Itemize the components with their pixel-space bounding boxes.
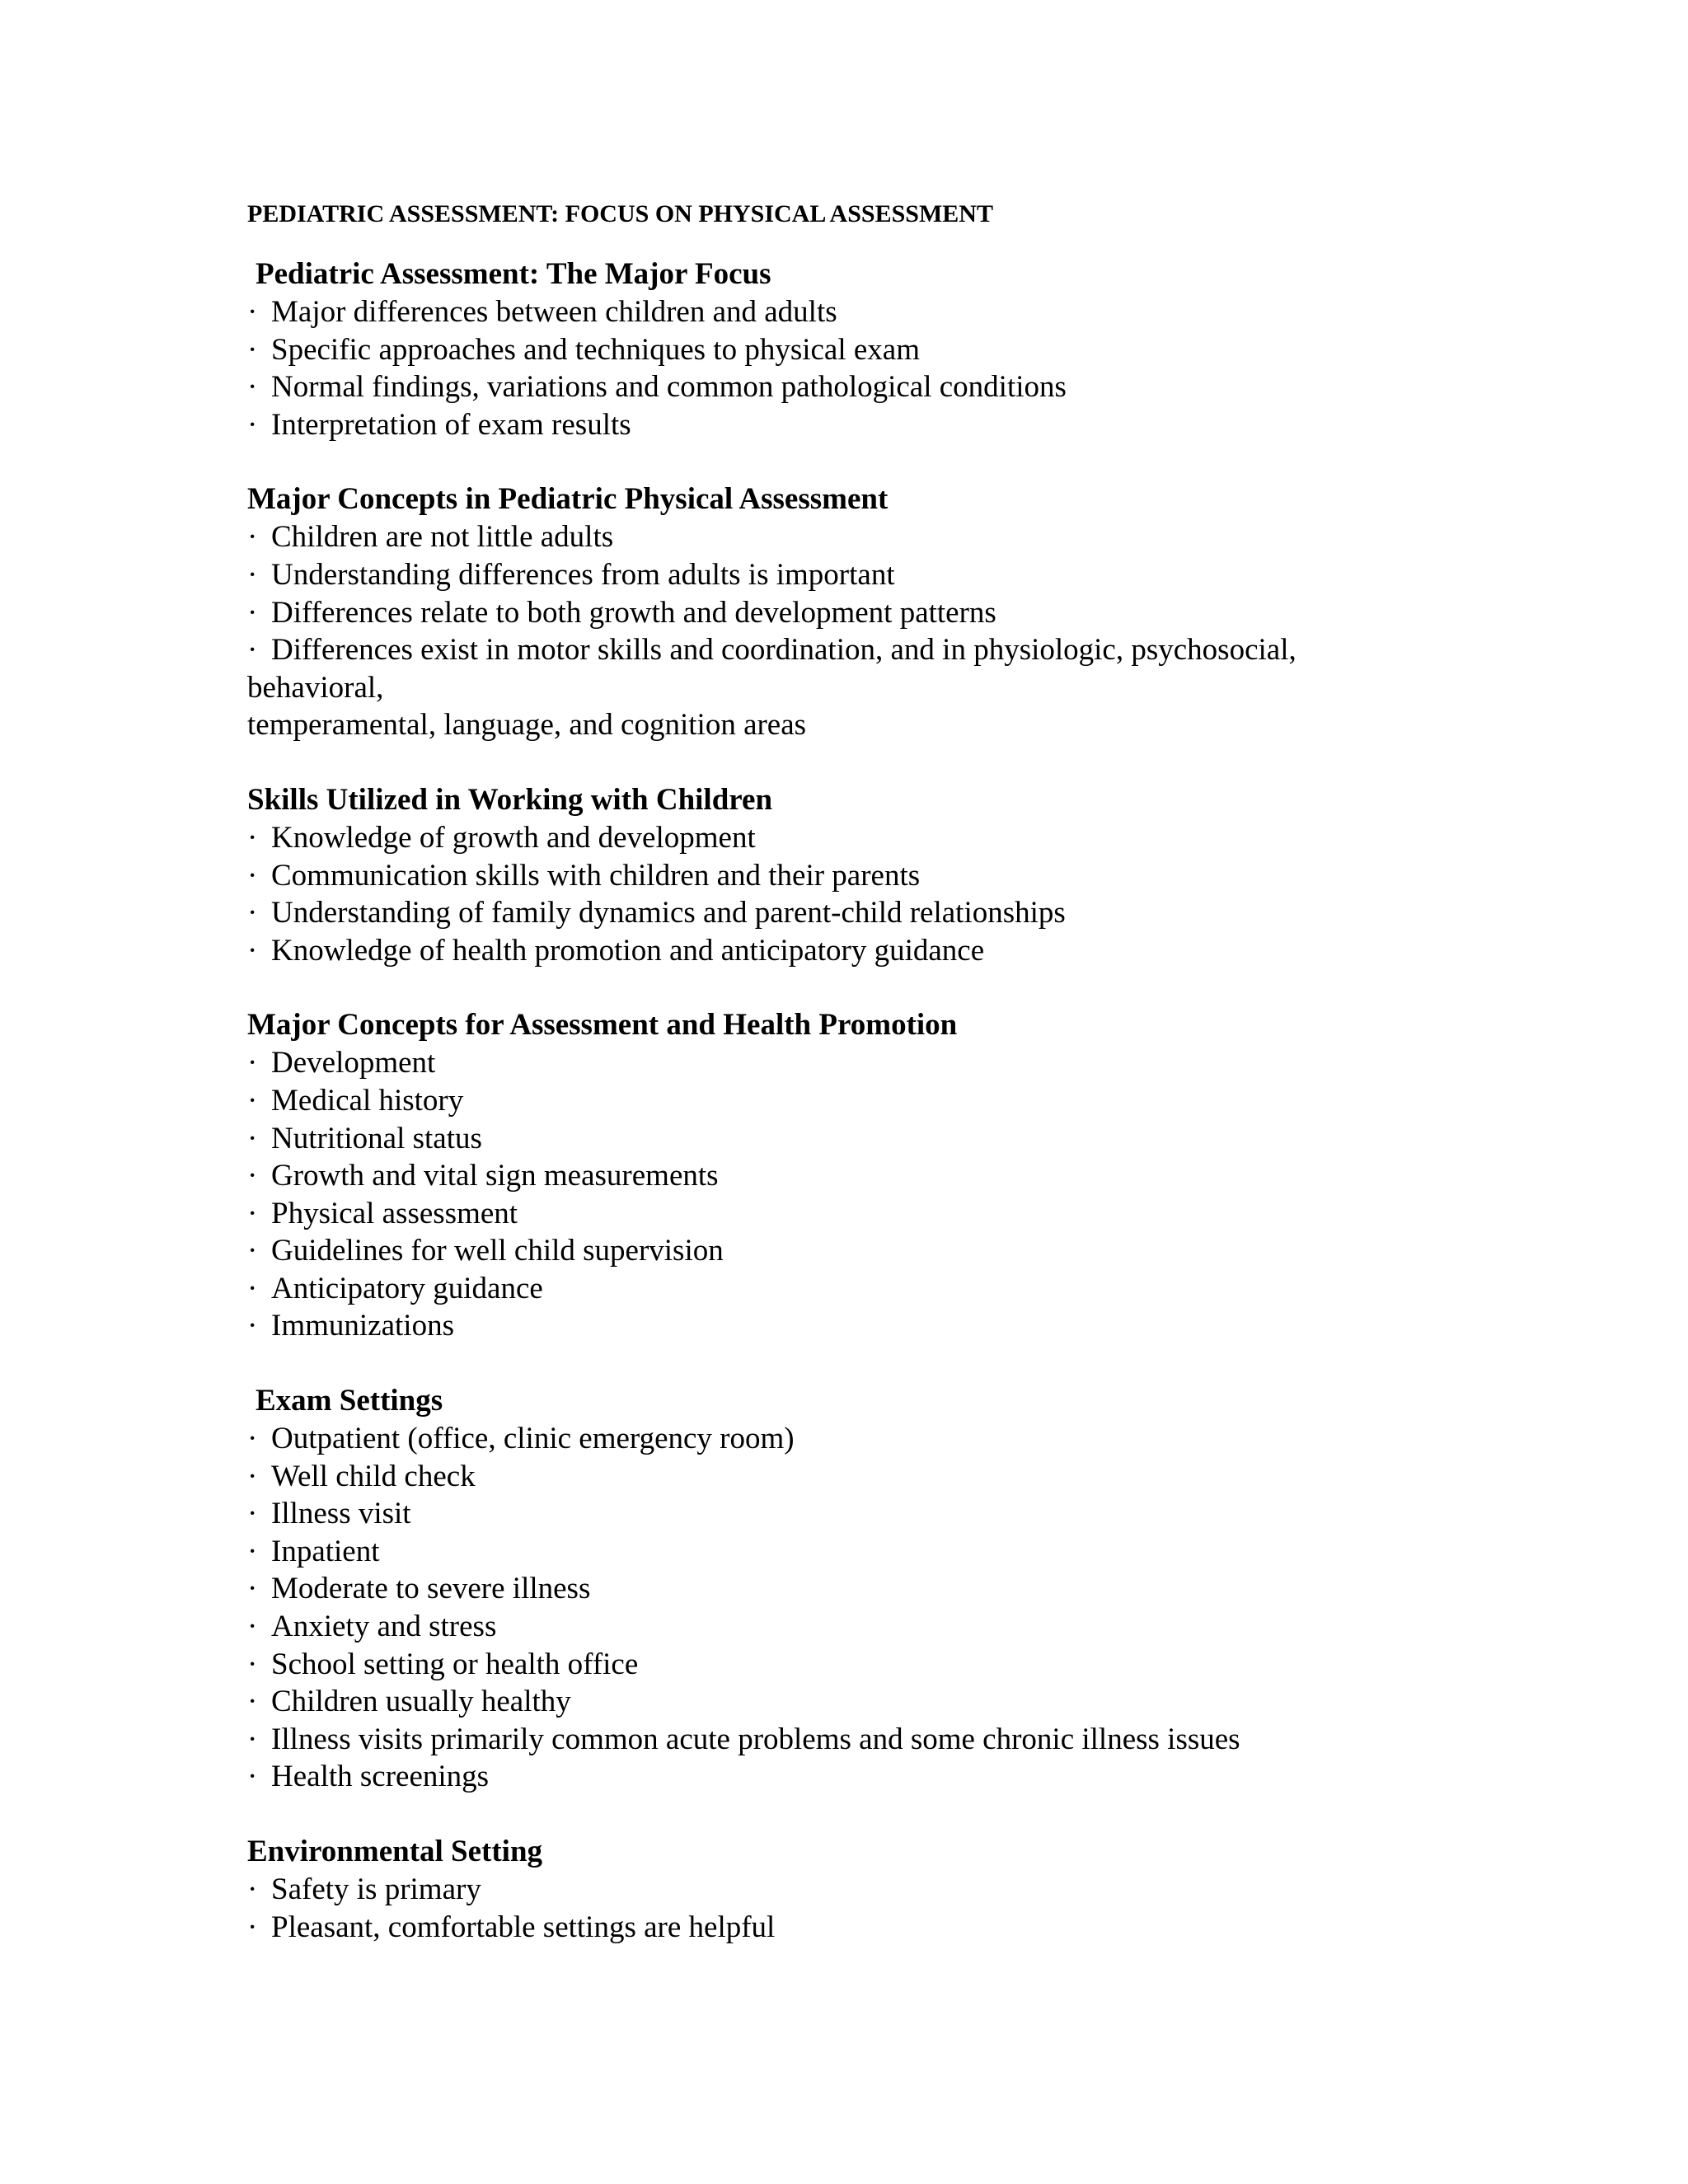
list-item bbox=[247, 1157, 1648, 1195]
bullet-icon: · bbox=[247, 1760, 258, 1794]
bullet-icon: · bbox=[247, 1196, 258, 1230]
bullet-icon: · bbox=[247, 1872, 258, 1906]
list-item bbox=[247, 406, 1648, 444]
bullet-icon: · bbox=[247, 820, 258, 855]
bullet-icon: · bbox=[247, 295, 258, 329]
list-item-text: Anxiety and stress bbox=[271, 1610, 497, 1644]
bullet-icon: · bbox=[247, 1234, 258, 1268]
bullet-icon: · bbox=[247, 1610, 258, 1644]
list-item bbox=[247, 1646, 1648, 1684]
list-item-text: Children usually healthy bbox=[271, 1685, 571, 1719]
list-item-continuation: temperamental, language, and cognition areas bbox=[247, 708, 807, 743]
list-item bbox=[247, 1232, 1648, 1270]
bullet-icon: · bbox=[247, 1422, 258, 1456]
list-item-text: Normal findings, variations and common pathological conditions bbox=[271, 370, 1067, 405]
document-page bbox=[247, 198, 1648, 1983]
list-item bbox=[247, 1758, 1648, 1796]
bullet-icon: · bbox=[247, 407, 258, 442]
section-exam-settings bbox=[247, 1382, 1648, 1796]
bullet-icon: · bbox=[247, 933, 258, 968]
list-item-text: Anticipatory guidance bbox=[271, 1271, 543, 1305]
list-item bbox=[247, 293, 1648, 331]
list-item bbox=[247, 331, 1648, 369]
section-health-promotion bbox=[247, 1006, 1648, 1345]
list-item-text: Immunizations bbox=[271, 1309, 454, 1343]
list-item-continuation: behavioral, bbox=[247, 670, 384, 705]
list-item bbox=[247, 1608, 1648, 1646]
bullet-icon: · bbox=[247, 1271, 258, 1305]
list-item bbox=[247, 368, 1648, 406]
list-item-text: Communication skills with children and their parents bbox=[271, 858, 921, 893]
list-item-text: School setting or health office bbox=[271, 1647, 639, 1681]
list-item-text: Interpretation of exam results bbox=[271, 407, 631, 442]
section-heading: Exam Settings bbox=[256, 1384, 443, 1418]
bullet-icon: · bbox=[247, 1083, 258, 1118]
list-item bbox=[247, 1683, 1648, 1721]
list-item-text: Moderate to severe illness bbox=[271, 1572, 591, 1606]
list-item bbox=[247, 1458, 1648, 1496]
section-heading: Environmental Setting bbox=[247, 1835, 543, 1868]
bullet-icon: · bbox=[247, 1309, 258, 1343]
list-item bbox=[247, 1871, 1648, 1909]
list-item bbox=[247, 631, 1648, 669]
section-skills bbox=[247, 781, 1648, 969]
list-item-text: Illness visit bbox=[271, 1497, 411, 1531]
list-item bbox=[247, 556, 1648, 594]
list-item bbox=[247, 1082, 1648, 1120]
bullet-icon: · bbox=[247, 1647, 258, 1681]
section-major-concepts bbox=[247, 480, 1648, 744]
list-item-text: Understanding differences from adults is important bbox=[271, 557, 895, 592]
bullet-icon: · bbox=[247, 1685, 258, 1719]
list-item bbox=[247, 932, 1648, 970]
section-major-focus bbox=[247, 255, 1648, 443]
bullet-icon: · bbox=[247, 1722, 258, 1756]
list-item-text: Outpatient (office, clinic emergency room) bbox=[271, 1422, 795, 1456]
bullet-icon: · bbox=[247, 1046, 258, 1080]
bullet-icon: · bbox=[247, 557, 258, 592]
list-item bbox=[247, 1307, 1648, 1345]
bullet-icon: · bbox=[247, 858, 258, 893]
list-item-text: Guidelines for well child supervision bbox=[271, 1234, 724, 1268]
section-heading: Major Concepts for Assessment and Health Promotion bbox=[247, 1008, 958, 1043]
bullet-icon: · bbox=[247, 520, 258, 555]
bullet-icon: · bbox=[247, 1534, 258, 1568]
bullet-icon: · bbox=[247, 1572, 258, 1606]
bullet-icon: · bbox=[247, 1910, 258, 1944]
list-item bbox=[247, 894, 1648, 932]
list-item-text: Well child check bbox=[271, 1459, 476, 1493]
bullet-icon: · bbox=[247, 1121, 258, 1155]
list-item-text: Differences exist in motor skills and coordination, and in physiologic, psychosocial, bbox=[271, 633, 1296, 668]
section-heading: Skills Utilized in Working with Children bbox=[247, 782, 773, 817]
list-item bbox=[247, 1420, 1648, 1458]
bullet-icon: · bbox=[247, 1497, 258, 1531]
list-item-text: Development bbox=[271, 1046, 436, 1080]
list-item-text: Growth and vital sign measurements bbox=[271, 1159, 719, 1193]
section-heading: Major Concepts in Pediatric Physical Assessment bbox=[247, 482, 889, 517]
bullet-icon: · bbox=[247, 1159, 258, 1193]
list-item bbox=[247, 1721, 1648, 1759]
list-item-text: Health screenings bbox=[271, 1760, 490, 1794]
list-item-text: Nutritional status bbox=[271, 1121, 482, 1155]
list-item bbox=[247, 1909, 1648, 1947]
bullet-icon: · bbox=[247, 370, 258, 405]
list-item-text: Illness visits primarily common acute problems and some chronic illness issues bbox=[271, 1722, 1240, 1756]
bullet-icon: · bbox=[247, 1459, 258, 1493]
list-item-text: Physical assessment bbox=[271, 1196, 518, 1230]
list-item-text: Children are not little adults bbox=[271, 520, 614, 555]
list-item-text: Inpatient bbox=[271, 1534, 380, 1568]
list-item bbox=[247, 518, 1648, 556]
list-item bbox=[247, 1044, 1648, 1082]
list-item-text: Pleasant, comfortable settings are helpful bbox=[271, 1910, 776, 1944]
list-item bbox=[247, 1570, 1648, 1608]
list-item-text: Understanding of family dynamics and parent-child relationships bbox=[271, 896, 1066, 930]
list-item bbox=[247, 1195, 1648, 1233]
list-item bbox=[247, 819, 1648, 857]
list-item bbox=[247, 1120, 1648, 1158]
section-heading: Pediatric Assessment: The Major Focus bbox=[256, 257, 771, 291]
list-item-text: Major differences between children and adults bbox=[271, 295, 837, 329]
list-item bbox=[247, 1495, 1648, 1533]
document-title: PEDIATRIC ASSESSMENT: FOCUS ON PHYSICAL ASSESSMENT bbox=[247, 200, 993, 227]
list-item bbox=[247, 1533, 1648, 1571]
list-item bbox=[247, 594, 1648, 632]
list-item-text: Differences relate to both growth and development patterns bbox=[271, 595, 996, 630]
bullet-icon: · bbox=[247, 595, 258, 630]
bullet-icon: · bbox=[247, 633, 258, 668]
list-item-text: Knowledge of health promotion and anticipatory guidance bbox=[271, 933, 985, 968]
list-item-text: Medical history bbox=[271, 1083, 464, 1118]
list-item bbox=[247, 1270, 1648, 1308]
list-item-text: Safety is primary bbox=[271, 1872, 481, 1906]
list-item bbox=[247, 857, 1648, 895]
bullet-icon: · bbox=[247, 896, 258, 930]
section-environmental-setting bbox=[247, 1833, 1648, 1946]
list-item-text: Knowledge of growth and development bbox=[271, 820, 756, 855]
list-item-text: Specific approaches and techniques to physical exam bbox=[271, 332, 920, 367]
bullet-icon: · bbox=[247, 332, 258, 367]
